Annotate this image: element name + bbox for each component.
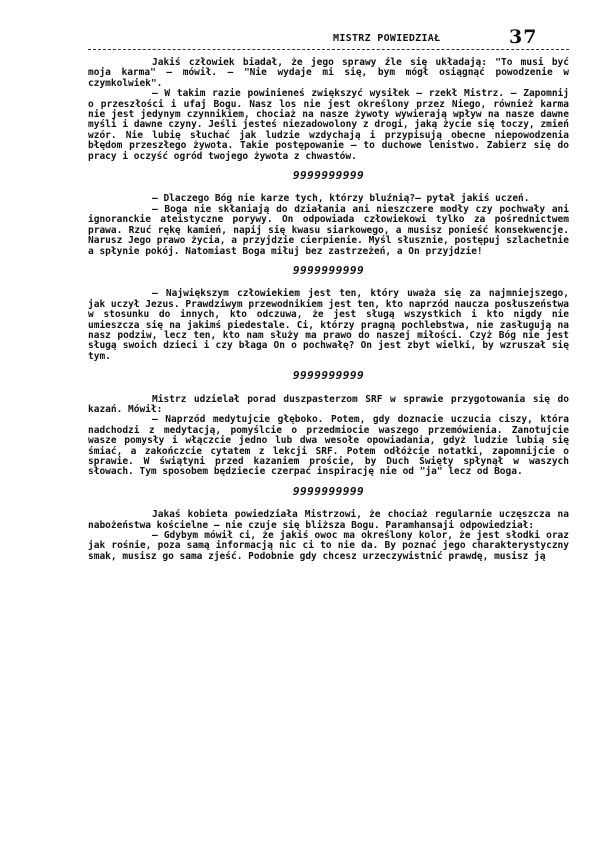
paragraph-9: – Gdybym mówił ci, że jakiś owoc ma określony kolor, że jest słodki oraz jak rośnie, poza samą informacją nic ci to nie da. By poznać jego charakterystyczny smak, musisz go sama zjeść. Podobnie gdy chcesz urzeczywistnić prawdę, musisz ją [88,530,569,562]
paragraph-3: – Dlaczego Bóg nie karze tych, którzy bluźnią?– pytał jakiś uczeń. [152,193,530,205]
paragraph-8: Jakaś kobieta powiedziała Mistrzowi, że chociaż regularnie uczęszcza na nabożeństwa kościelne – nie czuje się bliższa Bogu. Paramhansaji odpowiedział: [88,509,569,531]
running-title: MISTRZ POWIEDZIAŁ [333,33,441,44]
paragraph-1: Jakiś człowiek biadał, że jego sprawy źle się układają: "To musi być moja karma" – mówił. – "Nie wydaje mi się, bym mógł osiągnąć powodzenie w czymkolwiek". [88,57,569,89]
paragraph-7: – Naprzód medytujcie głęboko. Potem, gdy doznacie uczucia ciszy, która nadchodzi z medytacją, pomyślcie o przedmiocie waszego przemówienia. Zanotujcie wasze pomysły i włączcie jedno lub dwa wesołe opowiadania, gdyż ludzie lubią się śmiać, a zakończcie cytatem z lekcji SRF. Potem odłóżcie notatki, zapomnijcie o sprawie. W świątyni przed kazaniem proście, by Duch Święty spłynął w waszych słowach. Tym sposobem będziecie czerpać inspirację nie od "ja" lecz od Boga. [88,414,569,478]
paragraph-2: – W takim razie powinieneś zwiększyć wysiłek – rzekł Mistrz. – Zapomnij o przeszłości i ufaj Bogu. Nasz los nie jest określony przez Niego, również karma nie jest jedynym czynnikiem, chociaż na nasze żywoty wywierają wpływ na nasze dawne myśli i dawne czyny. Jeśli jesteś niezadowolony z drogi, jaką życie się toczy, zmień wzór. Nie lubię słuchać jak ludzie wzdychają i przypisują obecne niepowodzenia błędom przeszłego żywota. Takie postępowanie – to duchowe lenistwo. Zabierz się do pracy i oczyść ogród twojego żywota z chwastów. [88,88,569,162]
page-body [88,58,569,562]
section-separator: 9999999999 [292,369,365,383]
section-separator: 9999999999 [292,263,365,277]
section-separator: 9999999999 [292,169,365,183]
paragraph-4: – Boga nie skłaniają do działania ani nieszczere modły czy pochwały ani ignoranckie ateistyczne porywy. On odpowiada człowiekowi tylko za pośrednictwem prawa. Rzuć rękę kamień, napij się kwasu siarkowego, a musisz ponieść konsekwencje. Narusz Jego prawo życia, a przyjdzie cierpienie. Myśl słusznie, postępuj szlachetnie a spłynie pokój. Natomiast Boga miłuj bez zastrzeżeń, a On przyjdzie! [88,203,569,257]
paragraph-5: – Największym człowiekiem jest ten, który uważa się za najmniejszego, jak uczył Jezus. Prawdziwym przewodnikiem jest ten, kto naprzód naucza posłuszeństwa w stosunku do innych, kto odczuwa, że jest sługą wszystkich i kto nigdy nie umieszcza się na jakimś piedestale. Ci, którzy pragną pochlebstwa, nie zasługują na nasz podziw, lecz ten, kto nam służy ma prawo do naszej miłości. Czyż Bóg nie jest sługą swoich dzieci i czy błaga On o pochwałę? On jest zbyt wielki, by wzruszał się tym. [88,288,569,362]
header-rule [88,49,569,50]
page-number: 37 [509,26,538,48]
paragraph-6: Mistrz udzielał porad duszpasterzom SRF w sprawie przygotowania się do kazań. Mówił: [88,393,569,415]
section-separator: 9999999999 [292,484,365,498]
